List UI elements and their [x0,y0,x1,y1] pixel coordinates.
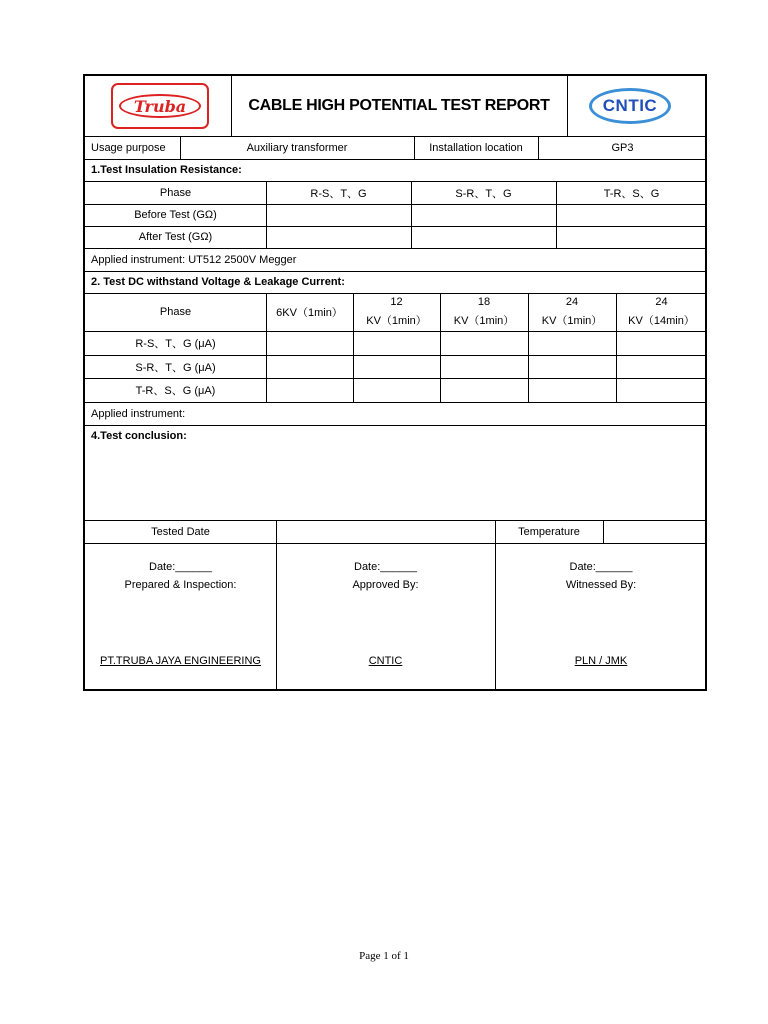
approved-role: Approved By: [352,579,419,591]
page-number: Page 1 of 1 [359,950,409,962]
cntic-logo: CNTIC [589,88,671,124]
leakage-row-sr: S-R、T、G (μA) [135,361,216,374]
col-12kv-top: 12 [390,296,403,308]
usage-purpose-label: Usage purpose [91,141,166,154]
col-12kv [353,293,440,331]
prepared-role: Prepared & Inspection: [124,579,237,591]
section1-instrument: Applied instrument: UT512 2500V Megger [91,253,297,266]
leakage-row-tr: T-R、S、G (μA) [135,385,216,397]
installation-location-value: GP3 [611,141,634,154]
after-test-label: After Test (GΩ) [138,231,213,243]
col-24kv-14min-bottom: KV（14min） [628,315,695,327]
approved-company: CNTIC [368,655,403,667]
section2-instrument: Applied instrument: [91,407,186,420]
leakage-row-rs: R-S、T、G (μA) [135,338,216,350]
section2-heading: 2. Test DC withstand Voltage & Leakage Current: [91,276,345,288]
col-24kv-14min [616,293,707,331]
section1-col-sr: S-R、T、G [455,187,512,200]
truba-logo-text: Truba [119,94,201,118]
section1-col-tr: T-R、S、G [603,187,660,200]
witnessed-company: PLN / JMK [574,655,628,667]
temperature-label: Temperature [518,525,580,538]
prepared-date: Date:______ [149,561,212,573]
witnessed-date: Date:______ [569,561,633,573]
col-24kv-1min-bottom: KV（1min） [541,315,603,327]
col-24kv-1min [528,293,616,331]
test-report-form [83,74,707,691]
truba-logo [111,83,209,129]
col-18kv-bottom: KV（1min） [453,315,515,327]
report-title: CABLE HIGH POTENTIAL TEST REPORT [248,97,550,114]
witnessed-role: Witnessed By: [565,579,637,591]
section4-heading: 4.Test conclusion: [91,430,187,442]
before-test-label: Before Test (GΩ) [134,209,217,221]
section1-heading: 1.Test Insulation Resistance: [91,164,242,176]
approved-date: Date:______ [354,561,417,573]
installation-location-label: Installation location [429,141,523,154]
col-24kv-14min-top: 24 [655,296,668,308]
usage-purpose-value: Auxiliary transformer [246,141,348,154]
col-18kv-top: 18 [477,296,491,308]
col-18kv [440,293,528,331]
section2-phase-label: Phase [159,306,192,318]
col-12kv-bottom: KV（1min） [366,315,427,327]
section1-phase-label: Phase [159,186,192,199]
col-6kv: 6KV（1min） [276,307,343,319]
tested-date-label: Tested Date [151,525,210,538]
prepared-company: PT.TRUBA JAYA ENGINEERING [100,655,261,667]
col-24kv-1min-top: 24 [565,296,579,308]
section1-col-rs: R-S、T、G [310,187,367,200]
